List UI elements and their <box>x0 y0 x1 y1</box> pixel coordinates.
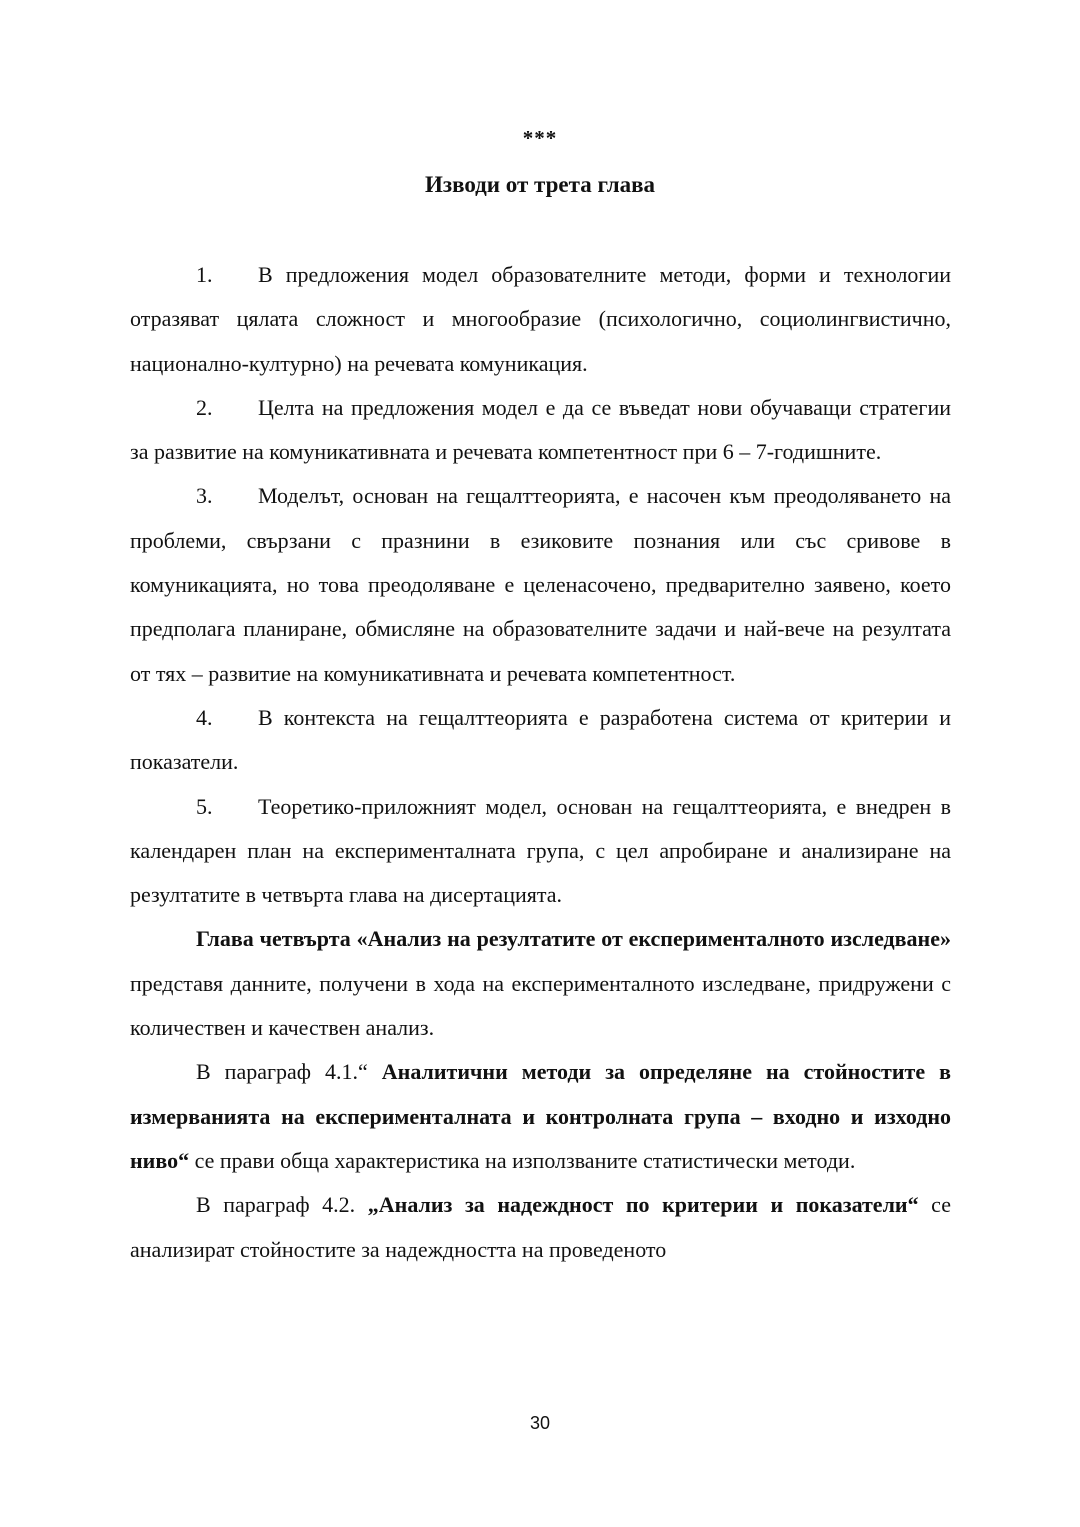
paragraph-4-2-heading: „Анализ за надеждност по критерии и показатели“ <box>367 1192 919 1218</box>
paragraph-4-1 <box>130 1050 951 1183</box>
paragraph-4-1-heading: Аналитични методи за определяне на стойностите в измерванията на експерименталната и контролната група – входно и изходно ниво“ <box>130 1059 951 1173</box>
conclusion-item-4 <box>130 696 951 785</box>
paragraph-4-1-intro: В параграф 4.1.“ <box>196 1059 382 1085</box>
chapter-four-heading: Глава четвърта «Анализ на резултатите от експерименталното изследване» <box>196 926 951 952</box>
conclusion-item-3 <box>130 474 951 695</box>
conclusion-item-5 <box>130 785 951 918</box>
paragraph-4-2-intro: В параграф 4.2. <box>196 1192 368 1218</box>
paragraph-4-2 <box>130 1183 951 1272</box>
page-number: 30 <box>529 1413 551 1433</box>
conclusion-number: 1. <box>196 262 213 287</box>
conclusion-number: 2. <box>196 394 213 420</box>
conclusion-text: Моделът, основан на гещалттеорията, е насочен към преодоляването на проблеми, свързани с празнини в езиковите познания или със сривове в комуникацията, но това преодоляване е целенасочено, предварително заявено, което предполага планиране, обмисляне на образователните задачи и най-вече на резултата от тях – развитие на комуникативната и речевата компетентност. <box>130 483 951 686</box>
conclusion-number: 4. <box>196 704 213 730</box>
conclusion-text: В контекста на гещалттеорията е разработена система от критерии и показатели. <box>130 704 951 775</box>
chapter-four-text: представя данните, получени в хода на експерименталното изследване, придружени с количествен и качествен анализ. <box>130 970 951 1041</box>
conclusion-number: 3. <box>196 483 213 509</box>
document-body <box>130 253 951 1272</box>
conclusion-item-1 <box>130 253 951 386</box>
conclusion-number: 5. <box>196 793 213 819</box>
paragraph-4-1-text: се прави обща характеристика на използваните статистически методи. <box>189 1147 856 1173</box>
paragraph-4-2-text: се анализират стойностите за надеждността на проведеното <box>130 1192 951 1262</box>
section-separator: *** <box>522 126 558 150</box>
conclusion-item-2 <box>130 386 951 475</box>
conclusion-text: Теоретико-приложният модел, основан на гещалттеорията, е внедрен в календарен план на експерименталната група, с цел апробиране и анализиране на резултатите в четвърта глава на дисертацията. <box>130 793 951 908</box>
section-title: Изводи от трета глава <box>424 172 656 197</box>
chapter-four-paragraph <box>130 917 951 1050</box>
conclusion-text: Целта на предложения модел е да се въведат нови обучаващи стратегии за развитие на комуникативната и речевата компетентност при 6 – 7-годишните. <box>130 394 951 465</box>
conclusion-text: В предложения модел образователните методи, форми и технологии отразяват цялата сложност и многообразие (психологично, социолингвистично, национално-културно) на речевата комуникация. <box>130 262 951 376</box>
